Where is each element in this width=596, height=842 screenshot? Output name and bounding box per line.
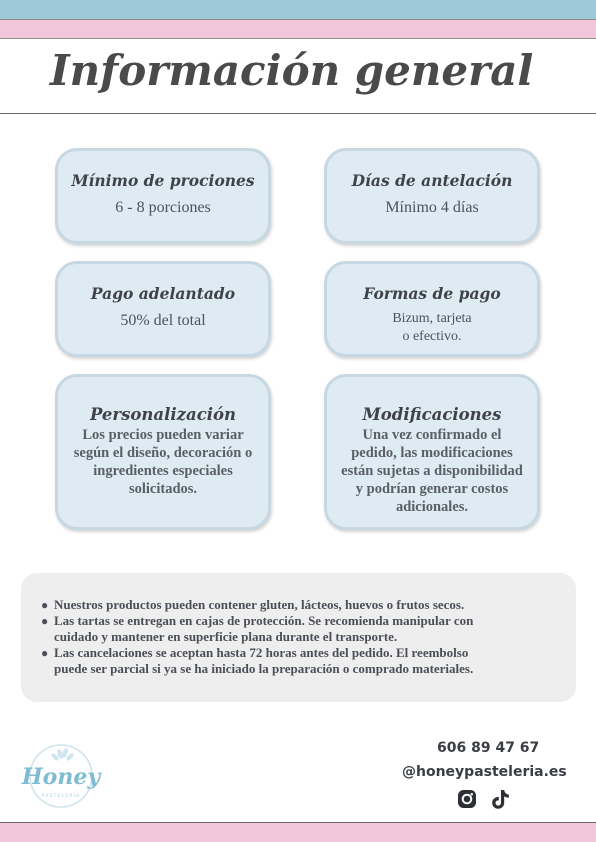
card-advance-payment: [55, 261, 271, 357]
card-text-line: están sujetas a disponibilidad: [341, 463, 523, 479]
card-title: Personalización: [89, 405, 237, 424]
logo-text: Honey: [21, 764, 101, 790]
card-title: Formas de pago: [363, 284, 501, 303]
card-text-line: y podrían generar costos: [355, 481, 509, 497]
card-text-line: o efectivo.: [402, 329, 462, 344]
card-text-line: pedido, las modificaciones: [351, 445, 513, 461]
page-title: Información general: [50, 46, 534, 95]
instagram-icon[interactable]: [457, 789, 477, 809]
card-text: [327, 310, 537, 346]
contact-handle: @honeypasteleria.es: [402, 764, 567, 780]
card-minimum-portions: [55, 148, 271, 244]
bullet-icon: ●: [41, 646, 49, 660]
notes-list: [43, 597, 558, 677]
card-title: Modificaciones: [362, 405, 502, 424]
card-title: Pago adelantado: [90, 284, 236, 303]
list-item: [43, 597, 558, 613]
card-text-line: Una vez confirmado el: [362, 427, 502, 443]
tiktok-icon[interactable]: [489, 788, 511, 810]
bullet-icon: ●: [41, 598, 49, 612]
honey-logo: [20, 740, 102, 810]
card-text-line: según el diseño, decoración o: [73, 445, 253, 461]
notes-panel: [21, 573, 576, 702]
top-blue-band: [0, 0, 596, 19]
wheat-leaf-icon: [50, 747, 74, 761]
card-text: 6 - 8 porciones: [115, 199, 211, 216]
card-title: Mínimo de prociones: [71, 171, 255, 190]
bottom-pink-band: [0, 822, 596, 842]
card-payment-methods: [324, 261, 540, 357]
title-bar: [0, 40, 596, 114]
card-advance-days: [324, 148, 540, 244]
card-text: 50% del total: [120, 312, 206, 329]
logo-subtext: PASTELERÍA: [41, 794, 81, 799]
note-line: cuidado y mantener en superficie plana durante el transporte.: [54, 629, 398, 644]
card-text-line: adicionales.: [395, 499, 469, 515]
card-text: Mínimo 4 días: [385, 199, 479, 216]
card-text-line: ingredientes especiales: [93, 463, 233, 479]
bullet-icon: ●: [41, 614, 49, 628]
card-title: Días de antelación: [351, 171, 513, 190]
list-item: [43, 613, 558, 645]
note-line: Las tartas se entregan en cajas de protección. Se recomienda manipular con: [54, 613, 474, 628]
card-text-line: Bizum, tarjeta: [392, 311, 472, 326]
card-text-line: Los precios pueden variar: [82, 427, 244, 443]
card-text: [58, 426, 268, 498]
note-line: puede ser parcial si ya se ha iniciado la preparación o comprado materiales.: [54, 661, 474, 676]
note-line: Las cancelaciones se aceptan hasta 72 horas antes del pedido. El reembolso: [54, 645, 469, 660]
card-personalization: [55, 374, 271, 530]
note-line: Nuestros productos pueden contener gluten, lácteos, huevos o frutos secos.: [54, 597, 465, 612]
list-item: [43, 645, 558, 677]
card-text-line: solicitados.: [128, 481, 198, 497]
top-pink-band: [0, 19, 596, 39]
card-text: [327, 426, 537, 516]
contact-phone: 606 89 47 67: [437, 740, 540, 756]
card-modifications: [324, 374, 540, 530]
